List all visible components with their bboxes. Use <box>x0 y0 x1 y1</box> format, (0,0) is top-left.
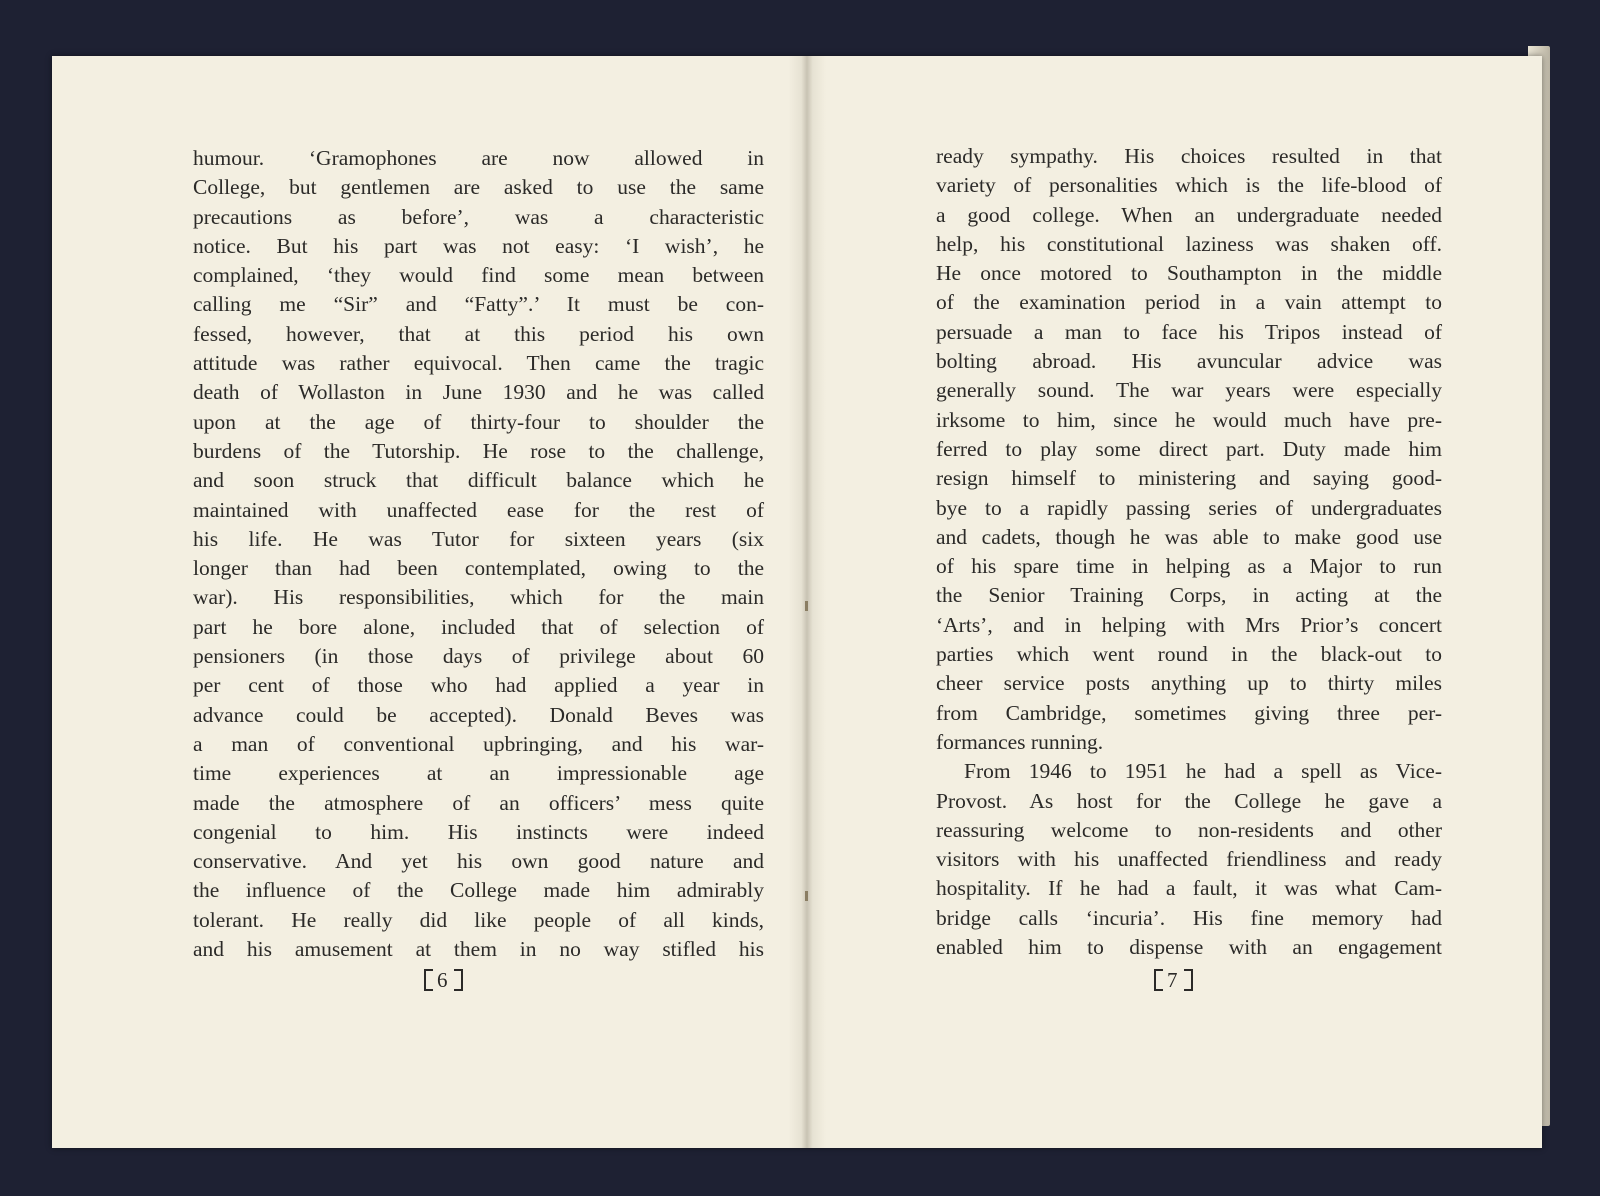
text-line: attitude was rather equivocal. Then came the tragic <box>193 351 764 376</box>
left-page-text <box>193 144 764 964</box>
text-line: enabled him to dispense with an engagement <box>936 935 1442 960</box>
text-line: pensioners (in those days of privilege about 60 <box>193 644 764 669</box>
text-line: and cadets, though he was able to make good use <box>936 524 1442 549</box>
text-line: per cent of those who had applied a year in <box>193 673 764 698</box>
folio-bracket-close <box>1184 969 1193 991</box>
text-line: irksome to him, since he would much have pre- <box>936 407 1442 432</box>
text-line: of the examination period in a vain attempt to <box>936 290 1442 315</box>
folio-number: 6 <box>437 967 450 992</box>
text-line: ‘Arts’, and in helping with Mrs Prior’s concert <box>936 612 1442 637</box>
folio-bracket-open <box>1154 969 1163 991</box>
folio-bracket-open <box>424 969 433 991</box>
right-page-text <box>936 142 1442 962</box>
text-line: help, his constitutional laziness was shaken off. <box>936 231 1442 256</box>
text-line: calling me “Sir” and “Fatty”.’ It must be con- <box>193 292 764 317</box>
text-line: burdens of the Tutorship. He rose to the challenge, <box>193 438 764 463</box>
text-line: persuade a man to face his Tripos instead of <box>936 319 1442 344</box>
text-line: a man of conventional upbringing, and his war- <box>193 731 764 756</box>
page-number-left <box>424 966 463 993</box>
open-book-spread <box>52 56 1542 1148</box>
page-number-right <box>1154 966 1193 993</box>
text-line: College, but gentlemen are asked to use the same <box>193 175 764 200</box>
text-line: He once motored to Southampton in the middle <box>936 261 1442 286</box>
text-line: precautions as before’, was a characteristic <box>193 204 764 229</box>
text-line: From 1946 to 1951 he had a spell as Vice- <box>964 759 1442 784</box>
text-line: the influence of the College made him admirably <box>193 878 764 903</box>
text-line: maintained with unaffected ease for the rest of <box>193 497 764 522</box>
text-line: cheer service posts anything up to thirty miles <box>936 671 1442 696</box>
text-line: bridge calls ‘incuria’. His fine memory had <box>936 905 1442 930</box>
text-line: his life. He was Tutor for sixteen years (six <box>193 526 764 551</box>
right-page <box>826 56 1542 1148</box>
text-line: advance could be accepted). Donald Beves was <box>193 702 764 727</box>
text-line: Provost. As host for the College he gave a <box>936 788 1442 813</box>
text-line: variety of personalities which is the life-blood of <box>936 173 1442 198</box>
text-line: upon at the age of thirty-four to shoulder the <box>193 409 764 434</box>
text-line: war). His responsibilities, which for the main <box>193 585 764 610</box>
text-line: from Cambridge, sometimes giving three per- <box>936 700 1442 725</box>
text-line: of his spare time in helping as a Major to run <box>936 554 1442 579</box>
text-line: complained, ‘they would find some mean between <box>193 263 764 288</box>
text-line: and soon struck that difficult balance which he <box>193 468 764 493</box>
text-line: the Senior Training Corps, in acting at the <box>936 583 1442 608</box>
text-line: reassuring welcome to non-residents and other <box>936 817 1442 842</box>
text-line: notice. But his part was not easy: ‘I wish’, he <box>193 233 764 258</box>
text-line: conservative. And yet his own good nature and <box>193 849 764 874</box>
text-line: fessed, however, that at this period his own <box>193 321 764 346</box>
text-line: ferred to play some direct part. Duty made him <box>936 436 1442 461</box>
text-line: bolting abroad. His avuncular advice was <box>936 349 1442 374</box>
text-line: and his amusement at them in no way stifled his <box>193 937 764 962</box>
text-line: congenial to him. His instincts were indeed <box>193 819 764 844</box>
text-line: hospitality. If he had a fault, it was what Cam- <box>936 876 1442 901</box>
binding-stitch <box>805 891 808 901</box>
left-page <box>52 56 788 1148</box>
text-line: visitors with his unaffected friendliness and ready <box>936 847 1442 872</box>
text-line: formances running. <box>936 729 1104 754</box>
text-line: resign himself to ministering and saying good- <box>936 466 1442 491</box>
folio-number: 7 <box>1167 967 1180 992</box>
text-line: tolerant. He really did like people of all kinds, <box>193 907 764 932</box>
text-line: humour. ‘Gramophones are now allowed in <box>193 146 764 170</box>
text-line: longer than had been contemplated, owing to the <box>193 556 764 581</box>
text-line: death of Wollaston in June 1930 and he was called <box>193 380 764 405</box>
text-line: part he bore alone, included that of selection of <box>193 614 764 639</box>
binding-stitch <box>805 601 808 611</box>
text-line: time experiences at an impressionable age <box>193 761 764 786</box>
text-line: made the atmosphere of an officers’ mess quite <box>193 790 764 815</box>
text-line: a good college. When an undergraduate needed <box>936 202 1442 227</box>
text-line: ready sympathy. His choices resulted in that <box>936 144 1442 168</box>
text-line: bye to a rapidly passing series of undergraduates <box>936 495 1442 520</box>
text-line: parties which went round in the black-out to <box>936 642 1442 667</box>
folio-bracket-close <box>454 969 463 991</box>
text-line: generally sound. The war years were especially <box>936 378 1442 403</box>
